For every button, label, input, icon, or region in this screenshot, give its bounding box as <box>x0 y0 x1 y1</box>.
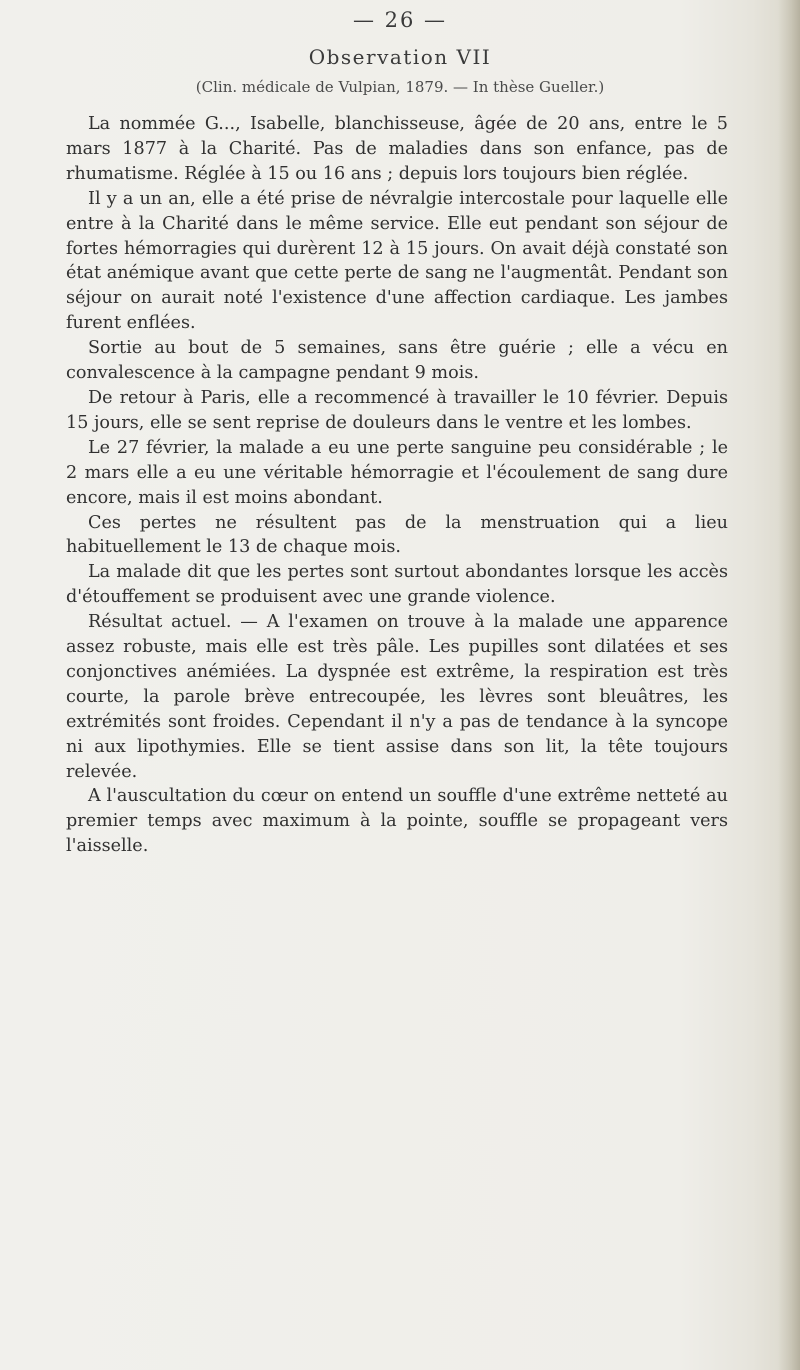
paragraph: Le 27 février, la malade a eu une perte sanguine peu considérable ; le 2 mars elle a eu une véritable hémorragie et l'écoulement de sang dure encore, mais il est moins abondant. <box>66 437 728 508</box>
paragraph: A l'auscultation du cœur on entend un souffle d'une extrême netteté au premier temps avec maximum à la pointe, souffle se propageant vers l'aisselle. <box>66 786 728 857</box>
paragraph: La malade dit que les pertes sont surtout abondantes lorsque les accès d'étouffement se produisent avec une grande violence. <box>66 562 728 608</box>
page-number: — 26 — <box>352 8 448 32</box>
paragraph: Il y a un an, elle a été prise de névralgie intercostale pour laquelle elle entre à la Charité dans le même service. Elle eut pendant son séjour de fortes hémorragies qui durèrent 12 à 15 jours. On avait déjà constaté son état anémique avant que cette perte de sang ne l'augmentât. Pendant son séjour on aurait noté l'existence d'une affection cardiaque. Les jambes furent enflées. <box>66 188 728 334</box>
source-citation: (Clin. médicale de Vulpian, 1879. — In thèse Gueller.) <box>195 78 605 96</box>
page-edge-shadow <box>778 0 800 1370</box>
paragraph: De retour à Paris, elle a recommencé à travailler le 10 février. Depuis 15 jours, elle se sent reprise de douleurs dans le ventre et les lombes. <box>66 387 728 433</box>
paragraph: Sortie au bout de 5 semaines, sans être guérie ; elle a vécu en convalescence à la campagne pendant 9 mois. <box>66 338 728 384</box>
paragraph: Ces pertes ne résultent pas de la menstruation qui a lieu habituellement le 13 de chaque mois. <box>66 512 728 558</box>
paragraph: La nommée G..., Isabelle, blanchisseuse, âgée de 20 ans, entre le 5 mars 1877 à la Charité. Pas de maladies dans son enfance, pas de rhumatisme. Réglée à 15 ou 16 ans ; depuis lors toujours bien réglée. <box>66 114 728 184</box>
paragraph: Résultat actuel. — A l'examen on trouve à la malade une apparence assez robuste, mais elle est très pâle. Les pupilles sont dilatées et ses conjonctives anémiées. La dyspnée est extrême, la respiration est très courte, la parole brève entrecoupée, les lèvres sont bleuâtres, les extrémités sont froides. Cependant il n'y a pas de tendance à la syncope ni aux lipothymies. Elle se tient assise dans son lit, la tête toujours relevée. <box>66 612 728 782</box>
observation-heading: Observation VII <box>308 45 492 69</box>
body-text <box>66 112 728 859</box>
